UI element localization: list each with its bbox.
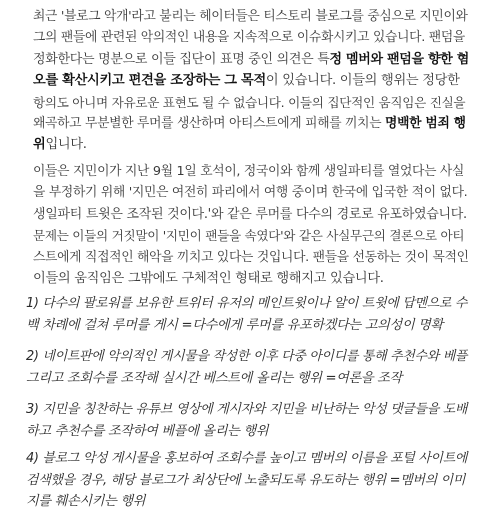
- intro-paragraph: [33, 6, 469, 156]
- text-line: 을 부정하기 위해 '지민은 여전히 파리에서 여행 중이며 한국에 입국한 적이 없다.: [33, 185, 468, 201]
- bold-emphasis: 정 멤버와 팬덤을 향한 혐: [329, 51, 469, 67]
- text-line: 4) 블로그 악성 게시물을 홍보하여 조회수를 높이고 멤버의 이름을 포털 사이트에: [26, 451, 468, 466]
- list-item: [26, 399, 470, 442]
- text-line: 2) 네이트판에 악의적인 게시물을 작성한 이후 다중 아이디를 통해 추천수와 베플: [26, 349, 468, 364]
- text-segment: 입니다.: [45, 137, 87, 153]
- bold-emphasis: 명백한 범죄 행: [385, 116, 466, 132]
- text-line: 그의 팬들에 관련된 악의적인 내용을 지속적으로 이슈화시키고 있습니다. 팬덤을: [33, 30, 465, 46]
- text-line: 3) 지민을 칭찬하는 유튜브 영상에 게시자와 지민을 비난하는 악성 댓글들을 도배: [26, 402, 468, 417]
- text-line: 이들의 움직임은 그밖에도 구체적인 형태로 행해지고 있습니다.: [33, 271, 384, 287]
- text-line: 문제는 이들의 거짓말이 '지민이 팬들을 속였다'와 같은 사실무근의 결론으로 아티: [33, 228, 465, 244]
- text-line: 백 차례에 걸쳐 루머를 게시 =다수에게 루머를 유포하겠다는 고의성이 명확: [26, 317, 443, 333]
- text-line: [33, 70, 469, 91]
- text-line: 그리고 조회수를 조작해 실시간 베스트에 올리는 행위 =여론을 조작: [26, 370, 402, 386]
- text-line: 지를 훼손시키는 행위: [26, 494, 146, 510]
- text-segment: 이 있습니다. 이들의 행위는 정당한: [265, 73, 460, 89]
- text-segment: 왜곡하고 무분별한 루머를 생산하며 아티스트에게 피해를 끼치는: [33, 116, 386, 132]
- text-line: [33, 113, 469, 134]
- text-line: [33, 134, 469, 155]
- bold-emphasis: 위: [33, 137, 46, 153]
- list-item: [26, 448, 470, 513]
- rumor-paragraph: [33, 161, 469, 289]
- text-line: 스트에게 직접적인 해악을 끼치고 있다는 것입니다. 팬들을 선동하는 것이 목적인: [33, 249, 469, 265]
- list-item: [26, 346, 470, 389]
- text-line: 생일파티 트윗은 조작된 것이다.'와 같은 루머를 다수의 경로로 유포하였습니다.: [33, 206, 467, 222]
- text-line: [33, 49, 469, 70]
- text-line: 1) 다수의 팔로워를 보유한 트위터 유저의 메인트윗이나 알이 트윗에 답멘으로 수: [26, 296, 468, 311]
- list-item: [26, 293, 470, 336]
- text-line: 검색했을 경우, 해당 블로그가 최상단에 노출되도록 유도하는 행위 =멤버의 이미: [26, 472, 466, 488]
- text-segment: 정화한다는 명분으로 이들 집단이 표명 중인 의견은 특: [33, 51, 330, 67]
- text-line: 하고 추천수를 조작하여 베플에 올리는 행위: [26, 423, 269, 439]
- bold-emphasis: 오를 확산시키고 편견을 조장하는 그 목적: [33, 73, 266, 89]
- text-line: 최근 '블로그 악개'라고 불리는 헤이터들은 티스토리 블로그를 중심으로 지민이와: [33, 9, 468, 24]
- text-line: 이들은 지민이가 지난 9월 1일 호석이, 정국이와 함께 생일파티를 열었다는 사실: [33, 164, 465, 179]
- text-line: 항의도 아니며 자유로운 표현도 될 수 없습니다. 이들의 집단적인 움직임은 진실을: [33, 94, 466, 110]
